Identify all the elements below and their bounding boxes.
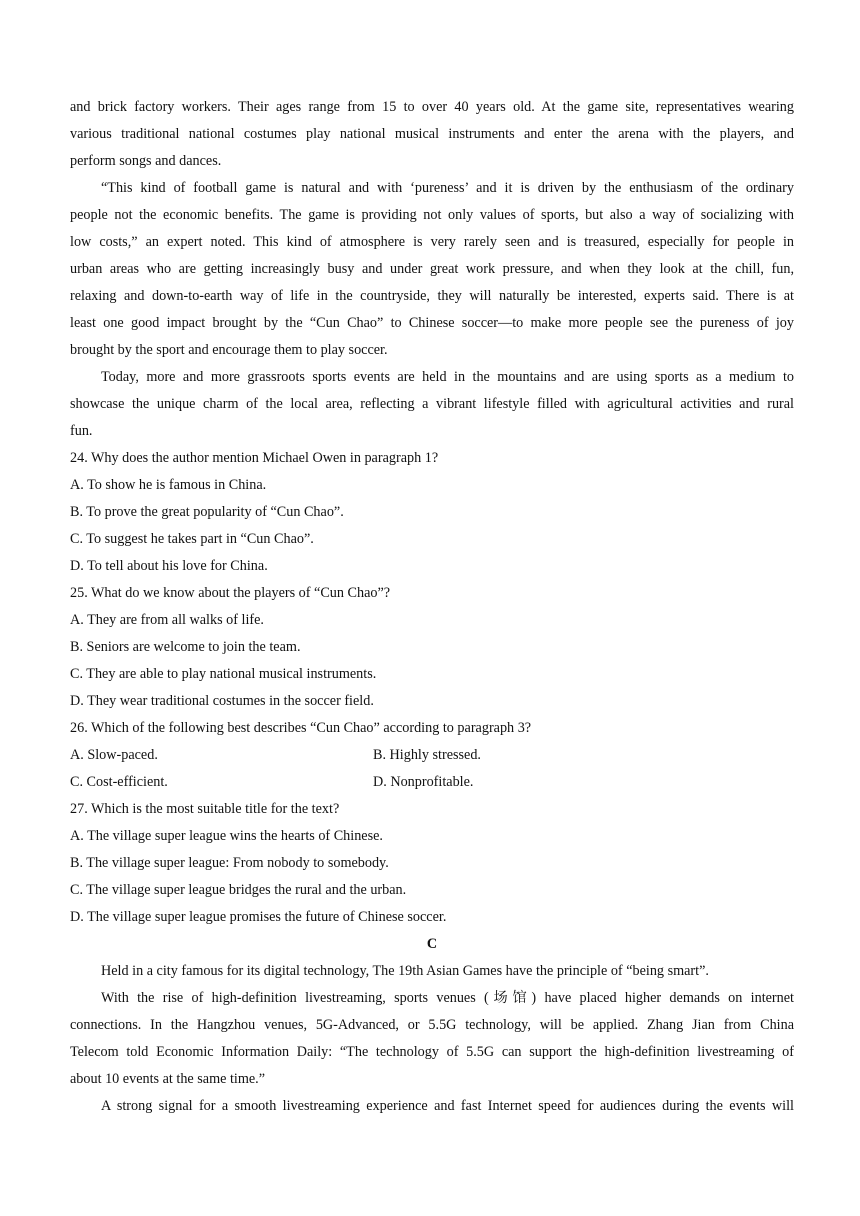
text-line: perform songs and dances. [70, 153, 222, 169]
option-d: D. The village super league promises the future of Chinese soccer. [70, 909, 447, 925]
text-line: least one good impact brought by the “Cun Chao” to Chinese soccer—to make more people see the pureness of joy [70, 315, 794, 331]
question-stem: 26. Which of the following best describes “Cun Chao” according to paragraph 3? [70, 720, 532, 736]
text-line: low costs,” an expert noted. This kind of atmosphere is very rarely seen and is treasured, especially for people in [70, 234, 794, 250]
option-b: B. To prove the great popularity of “Cun Chao”. [70, 504, 344, 520]
option-c: C. To suggest he takes part in “Cun Chao”. [70, 531, 314, 547]
text-line: A strong signal for a smooth livestreaming experience and fast Internet speed for audiences during the events will [101, 1098, 794, 1114]
text-line: about 10 events at the same time.” [70, 1071, 266, 1087]
option-c: C. The village super league bridges the rural and the urban. [70, 882, 407, 898]
text-line: urban areas who are getting increasingly busy and under great work pressure, and when they look at the chill, fun, [70, 261, 794, 277]
option-a: A. They are from all walks of life. [70, 612, 264, 628]
passage-b-paragraph-2 [70, 175, 794, 364]
text-line: showcase the unique charm of the local area, reflecting a vibrant lifestyle filled with agricultural activities and rural [70, 396, 794, 412]
option-d: D. To tell about his love for China. [70, 558, 268, 574]
option-c: C. They are able to play national musical instruments. [70, 666, 377, 682]
text-line: connections. In the Hangzhou venues, 5G-Advanced, or 5.5G technology, will be applied. Zhang Jian from China [70, 1017, 794, 1033]
option-row [70, 769, 794, 796]
option-d: D. They wear traditional costumes in the soccer field. [70, 693, 374, 709]
option-row [70, 742, 794, 769]
question-27 [70, 796, 794, 931]
question-24 [70, 445, 794, 580]
option-b: B. Seniors are welcome to join the team. [70, 639, 301, 655]
passage-b-paragraph-3 [70, 364, 794, 445]
passage-c-paragraph-3 [70, 1093, 794, 1120]
text-line: “This kind of football game is natural and with ‘pureness’ and it is driven by the enthusiasm of the ordinary [101, 180, 794, 196]
option-b: B. The village super league: From nobody to somebody. [70, 855, 389, 871]
passage-b-paragraph-1 [70, 94, 794, 175]
section-heading: C [426, 936, 438, 952]
question-stem: 25. What do we know about the players of “Cun Chao”? [70, 585, 391, 601]
text-line: fun. [70, 423, 93, 439]
option-d: D. Nonprofitable. [373, 774, 474, 790]
text-line: people not the economic benefits. The game is providing not only values of sports, but also a way of socializing with [70, 207, 794, 223]
text-line: Telecom told Economic Information Daily: “The technology of 5.5G can support the high-definition livestreaming of [70, 1044, 794, 1060]
text-line: and brick factory workers. Their ages range from 15 to over 40 years old. At the game site, representatives wearing [70, 99, 794, 115]
text-line: relaxing and down-to-earth way of life in the countryside, they will naturally be interested, experts said. There is at [70, 288, 794, 304]
text-line: Held in a city famous for its digital technology, The 19th Asian Games have the principle of “being smart”. [101, 963, 709, 979]
text-line: Today, more and more grassroots sports events are held in the mountains and are using sports as a medium to [101, 369, 794, 385]
question-25 [70, 580, 794, 715]
text-line: brought by the sport and encourage them to play soccer. [70, 342, 388, 358]
text-line: various traditional national costumes play national musical instruments and enter the arena with the players, and [70, 126, 794, 142]
passage-c-paragraph-1 [70, 958, 794, 985]
option-c: C. Cost-efficient. [70, 774, 168, 790]
option-a: A. The village super league wins the hearts of Chinese. [70, 828, 383, 844]
text-line: With the rise of high-definition livestreaming, sports venues (场馆) have placed higher demands on internet [101, 990, 794, 1006]
option-b: B. Highly stressed. [373, 747, 481, 763]
exam-page [70, 94, 794, 1120]
question-26 [70, 715, 794, 796]
option-a: A. Slow-paced. [70, 747, 158, 763]
passage-c-paragraph-2 [70, 985, 794, 1093]
question-stem: 24. Why does the author mention Michael Owen in paragraph 1? [70, 450, 439, 466]
question-stem: 27. Which is the most suitable title for the text? [70, 801, 340, 817]
option-a: A. To show he is famous in China. [70, 477, 267, 493]
